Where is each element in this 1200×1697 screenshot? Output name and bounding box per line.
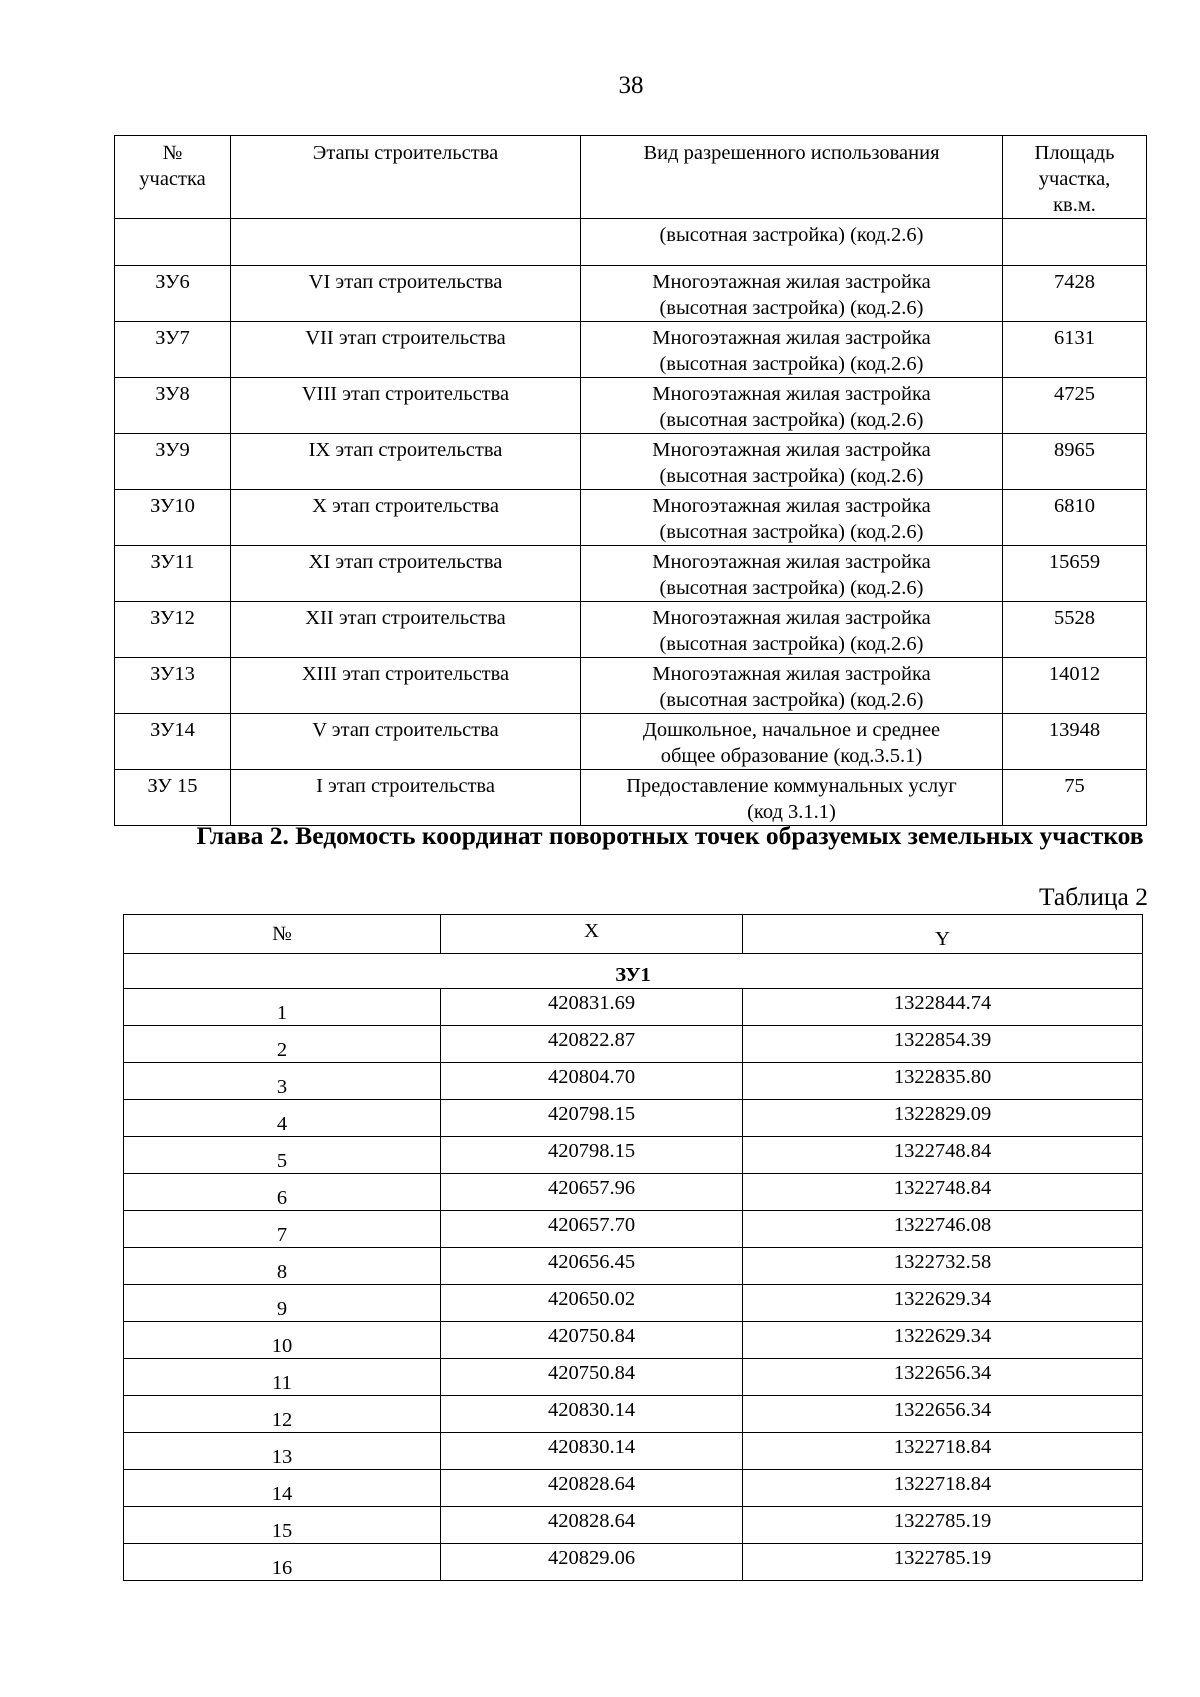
y-value-cell: 1322854.39	[743, 1026, 1143, 1063]
stage-cell: X этап строительства	[231, 490, 581, 546]
table-row	[124, 1063, 1143, 1100]
table-row	[124, 1544, 1143, 1581]
plot-section-label: ЗУ1	[124, 954, 1143, 989]
stage-cell: I этап строительства	[231, 770, 581, 826]
x-value-cell: 420798.15	[441, 1100, 743, 1137]
point-number-cell: 6	[124, 1174, 441, 1211]
y-value-cell: 1322746.08	[743, 1211, 1143, 1248]
y-value-cell: 1322844.74	[743, 989, 1143, 1026]
point-number-cell: 9	[124, 1285, 441, 1322]
plot-id-cell: ЗУ10	[115, 490, 231, 546]
area-cell: 8965	[1003, 434, 1147, 490]
y-value-cell: 1322785.19	[743, 1544, 1143, 1581]
plot-id-cell: ЗУ6	[115, 266, 231, 322]
area-cell: 7428	[1003, 266, 1147, 322]
y-value-cell: 1322732.58	[743, 1248, 1143, 1285]
permitted-use-cell: Многоэтажная жилая застройка (высотная застройка) (код.2.6)	[581, 490, 1003, 546]
continuation-row	[115, 219, 1147, 266]
land-plots-table	[114, 135, 1147, 826]
point-number-cell: 3	[124, 1063, 441, 1100]
chapter-title: Глава 2. Ведомость координат поворотных точек образуемых земельных участков	[196, 821, 1144, 850]
table-row	[124, 1507, 1143, 1544]
area-cell: 4725	[1003, 378, 1147, 434]
x-value-cell: 420831.69	[441, 989, 743, 1026]
area-cell: 15659	[1003, 546, 1147, 602]
point-number-cell: 10	[124, 1322, 441, 1359]
table-cell	[1003, 219, 1147, 266]
x-value-cell: 420750.84	[441, 1322, 743, 1359]
permitted-use-cell: Дошкольное, начальное и среднее общее образование (код.3.5.1)	[581, 714, 1003, 770]
table-row	[115, 378, 1147, 434]
stage-cell: XI этап строительства	[231, 546, 581, 602]
y-value-cell: 1322718.84	[743, 1470, 1143, 1507]
table-row	[124, 1026, 1143, 1063]
y-coordinate-header: Y	[743, 915, 1143, 954]
coordinates-table	[123, 914, 1143, 1581]
y-value-cell: 1322656.34	[743, 1359, 1143, 1396]
point-number-cell: 11	[124, 1359, 441, 1396]
permitted-use-cell: Многоэтажная жилая застройка (высотная застройка) (код.2.6)	[581, 434, 1003, 490]
table-cell: (высотная застройка) (код.2.6)	[581, 219, 1003, 266]
area-cell: 14012	[1003, 658, 1147, 714]
permitted-use-cell: Многоэтажная жилая застройка (высотная застройка) (код.2.6)	[581, 602, 1003, 658]
table-row	[115, 434, 1147, 490]
table-row	[115, 266, 1147, 322]
permitted-use-cell: Многоэтажная жилая застройка (высотная застройка) (код.2.6)	[581, 322, 1003, 378]
table-cell	[115, 219, 231, 266]
permitted-use-cell: Многоэтажная жилая застройка (высотная застройка) (код.2.6)	[581, 266, 1003, 322]
x-value-cell: 420656.45	[441, 1248, 743, 1285]
table-row	[124, 1248, 1143, 1285]
table-row	[115, 770, 1147, 826]
table-row	[124, 1174, 1143, 1211]
point-number-cell: 16	[124, 1544, 441, 1581]
y-value-cell: 1322785.19	[743, 1507, 1143, 1544]
point-number-header: №	[124, 915, 441, 954]
x-value-cell: 420650.02	[441, 1285, 743, 1322]
plot-area-header: Площадь участка, кв.м.	[1003, 136, 1147, 219]
plot-id-cell: ЗУ12	[115, 602, 231, 658]
point-number-cell: 8	[124, 1248, 441, 1285]
y-value-cell: 1322718.84	[743, 1433, 1143, 1470]
y-value-cell: 1322748.84	[743, 1137, 1143, 1174]
permitted-use-cell: Многоэтажная жилая застройка (высотная застройка) (код.2.6)	[581, 378, 1003, 434]
x-value-cell: 420830.14	[441, 1433, 743, 1470]
area-cell: 6131	[1003, 322, 1147, 378]
y-value-cell: 1322656.34	[743, 1396, 1143, 1433]
table-row	[124, 1470, 1143, 1507]
permitted-use-header: Вид разрешенного использования	[581, 136, 1003, 219]
plot-section-row	[124, 954, 1143, 989]
y-value-cell: 1322629.34	[743, 1322, 1143, 1359]
area-cell: 6810	[1003, 490, 1147, 546]
table-header-row	[124, 915, 1143, 954]
point-number-cell: 5	[124, 1137, 441, 1174]
table-row	[124, 1100, 1143, 1137]
table-row	[115, 602, 1147, 658]
stage-cell: XIII этап строительства	[231, 658, 581, 714]
x-value-cell: 420828.64	[441, 1470, 743, 1507]
x-value-cell: 420822.87	[441, 1026, 743, 1063]
table-label: Таблица 2	[1038, 882, 1148, 911]
plot-id-cell: ЗУ9	[115, 434, 231, 490]
x-value-cell: 420830.14	[441, 1396, 743, 1433]
stage-cell: VII этап строительства	[231, 322, 581, 378]
x-value-cell: 420657.70	[441, 1211, 743, 1248]
x-coordinate-header: X	[441, 915, 743, 954]
point-number-cell: 4	[124, 1100, 441, 1137]
x-value-cell: 420828.64	[441, 1507, 743, 1544]
table-row	[115, 658, 1147, 714]
construction-stage-header: Этапы строительства	[231, 136, 581, 219]
point-number-cell: 1	[124, 989, 441, 1026]
area-cell: 5528	[1003, 602, 1147, 658]
point-number-cell: 2	[124, 1026, 441, 1063]
point-number-cell: 7	[124, 1211, 441, 1248]
x-value-cell: 420804.70	[441, 1063, 743, 1100]
stage-cell: IX этап строительства	[231, 434, 581, 490]
point-number-cell: 13	[124, 1433, 441, 1470]
area-cell: 75	[1003, 770, 1147, 826]
plot-number-header: № участка	[115, 136, 231, 219]
area-cell: 13948	[1003, 714, 1147, 770]
stage-cell: V этап строительства	[231, 714, 581, 770]
plot-id-cell: ЗУ13	[115, 658, 231, 714]
table-row	[124, 989, 1143, 1026]
point-number-cell: 14	[124, 1470, 441, 1507]
plot-id-cell: ЗУ8	[115, 378, 231, 434]
table-header-row	[115, 136, 1147, 219]
stage-cell: XII этап строительства	[231, 602, 581, 658]
table-row	[124, 1359, 1143, 1396]
table-row	[115, 322, 1147, 378]
y-value-cell: 1322748.84	[743, 1174, 1143, 1211]
table-row	[115, 490, 1147, 546]
plot-id-cell: ЗУ11	[115, 546, 231, 602]
x-value-cell: 420750.84	[441, 1359, 743, 1396]
plot-id-cell: ЗУ14	[115, 714, 231, 770]
x-value-cell: 420657.96	[441, 1174, 743, 1211]
table-row	[124, 1396, 1143, 1433]
stage-cell: VIII этап строительства	[231, 378, 581, 434]
table-row	[115, 714, 1147, 770]
table-row	[124, 1137, 1143, 1174]
permitted-use-cell: Предоставление коммунальных услуг (код 3.1.1)	[581, 770, 1003, 826]
table-row	[124, 1322, 1143, 1359]
table-row	[124, 1285, 1143, 1322]
y-value-cell: 1322829.09	[743, 1100, 1143, 1137]
point-number-cell: 12	[124, 1396, 441, 1433]
stage-cell: VI этап строительства	[231, 266, 581, 322]
page-number: 38	[618, 72, 644, 99]
x-value-cell: 420798.15	[441, 1137, 743, 1174]
permitted-use-cell: Многоэтажная жилая застройка (высотная застройка) (код.2.6)	[581, 658, 1003, 714]
table-row	[115, 546, 1147, 602]
table-cell	[231, 219, 581, 266]
plot-id-cell: ЗУ7	[115, 322, 231, 378]
y-value-cell: 1322835.80	[743, 1063, 1143, 1100]
table-row	[124, 1433, 1143, 1470]
x-value-cell: 420829.06	[441, 1544, 743, 1581]
table-row	[124, 1211, 1143, 1248]
plot-id-cell: ЗУ 15	[115, 770, 231, 826]
y-value-cell: 1322629.34	[743, 1285, 1143, 1322]
point-number-cell: 15	[124, 1507, 441, 1544]
permitted-use-cell: Многоэтажная жилая застройка (высотная застройка) (код.2.6)	[581, 546, 1003, 602]
